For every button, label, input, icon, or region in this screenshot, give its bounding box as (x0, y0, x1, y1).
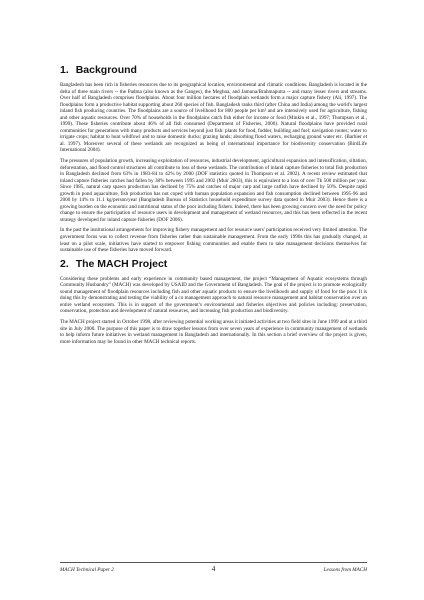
section-number: 2. (60, 257, 69, 270)
page-number: 4 (211, 564, 216, 573)
footer-document-title: Lessons from MACH (323, 567, 367, 573)
paragraph: Bangladesh has been rich in fisheries resources due to its geographical location, environmental and climatic conditions. Bangladesh is located in the delta of three main rivers -- the Padma (also known as the Ganges), the Meghna, and Jamuna/Brahmaputra -- and many lesser rivers and streams. Over half of Bangladesh comprises floodplains. About four million hectares of floodplain wetlands form a major capture fishery (Ali, 1997). The floodplains form a productive habitat supporting about 260 species of fish. Bangladesh ranks third (after China and India) among the world's largest inland fish producing countries. The floodplains are a source of livelihood for 800 people per km² and are intensively used for agriculture, fishing and other aquatic resources. Over 70% of households in the floodplains catch fish either for income or food (Minkin et al., 1997; Thompson et al., 1999). These fisheries contribute about 46% of all fish consumed (Department of Fisheries, 2000). Natural floodplains have provided rural communities for generations with many products and services beyond just fish: plants for food, fodder, building and fuel; navigation routes; water to irrigate crops; habitat to hunt wildfowl and to raise domestic ducks; grazing lands; absorbing flood waters, recharging ground water etc. (Barbier et al. 1997). Moreover several of these wetlands are recognized as being of international importance for biodiversity conservation (BirdLife International 2004). (60, 82, 367, 154)
page-content (60, 64, 367, 349)
paragraph: Considering these problems and early experience in community based management, the project “Management of Aquatic ecosystems through Community Husbandry” (MACH) was developed by USAID and the Government of Bangladesh. The goal of the project is to promote ecologically sound management of floodplain resources including fish and other aquatic products to ensure the livelihoods and supply of food for the poor. It is doing this by demonstrating and testing the viability of a co management approach to natural resource management and habitat conservation over an entire wetland ecosystem. This is in support of the government’s environmental and fisheries objectives and policies including: preservation, conservation, protection and development of natural resources, and increasing fish production and biodiversity. (60, 275, 367, 315)
section-number: 1. (60, 64, 69, 76)
section-heading-background (60, 64, 367, 77)
footer-rule (60, 562, 367, 563)
section-heading-mach-project (60, 258, 367, 271)
page-footer (60, 565, 367, 575)
paragraph: The pressures of population growth, increasing exploitation of resources, industrial development, agricultural expansion and intensification, siltation, deforestation, and flood control structures all contribute to loss of these wetlands. The contribution of inland capture fisheries to total fish production in Bangladesh declined from 63% in 1983-84 to 42% by 2000 (DOF statistics quoted in Thompson et al. 2002). A recent review estimated that inland capture fisheries catches had fallen by 38% between 1995 and 2002 (Muir 2003), this is equivalent to a loss of over Tk 500 million per year. Since 1985, natural carp spawn production has declined by 75% and catches of major carp and large catfish have declined by 50%. Despite rapid growth in pond aquaculture, fish production has not coped with human population expansion and fish consumption declined between 1995-96 and 2000 by 14% to 11.1 kg/person/year (Bangladesh Bureau of Statistics household expenditure survey data quoted in Muir 2003). Hence there is a growing burden on the economic and nutritional status of the poor including fishers. Indeed, there has been growing concern over the need for policy change to ensure the participation of resource users in development and management of wetland resources, and this has been reflected in the recent strategy developed for inland capture fisheries (DOF 2006). (60, 158, 367, 223)
paragraph: In the past the institutional arrangements for improving fishery management and for resource users' participation received very limited attention. The government focus was to collect revenue from fisheries rather than sustainable management. From the early 1990s this has gradually changed, at least on a pilot scale, initiatives have started to empower fishing communities and enable them to take management decisions themselves for sustainable use of these fisheries have moved forward. (60, 227, 367, 254)
footer-series-title: MACH Technical Paper 2 (60, 567, 114, 573)
section-title: The MACH Project (75, 257, 168, 270)
paragraph: The MACH project started in October 1998, after reviewing potential working areas it initiated activities at two field sites in June 1999 and at a third site in July 2000. The purpose of this paper is to draw together lessons from over seven years of experience in community management of wetlands to help inform future initiatives in wetland management in Bangladesh and internationally. In this section a brief overview of the project is given, more information may be found in other MACH technical reports. (60, 318, 367, 345)
section-title: Background (75, 64, 137, 76)
